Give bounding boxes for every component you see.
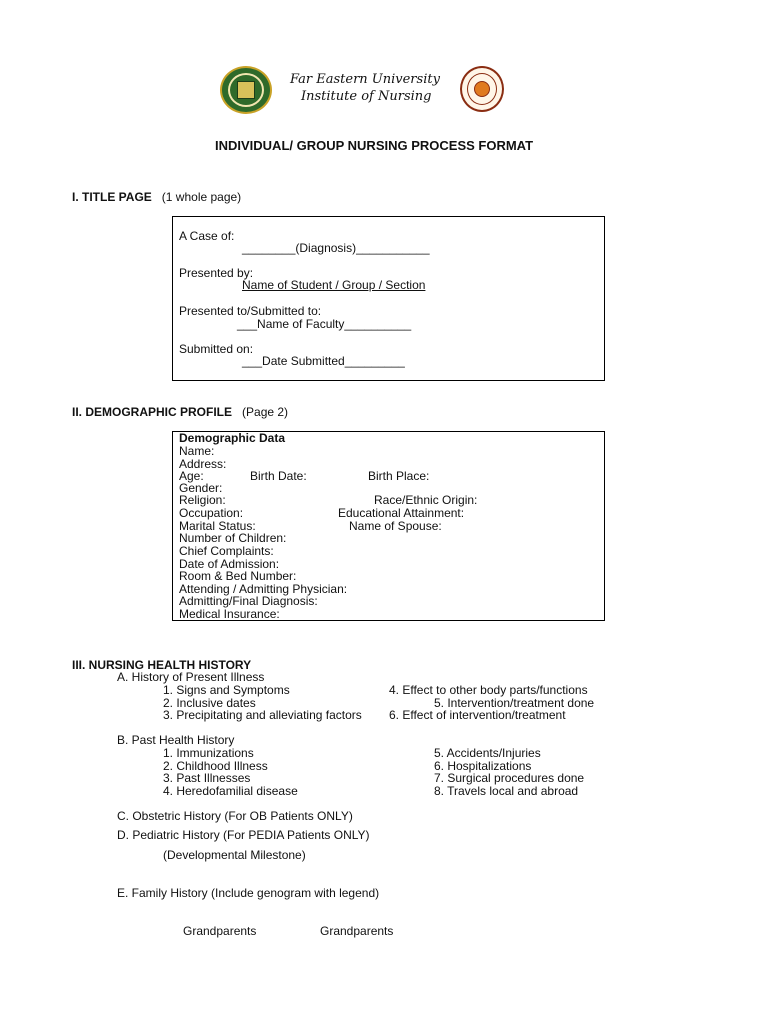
pediatric-history-title: D. Pediatric History (For PEDIA Patients ONLY) [117, 828, 370, 842]
demographic-diagnosis: Admitting/Final Diagnosis: [179, 594, 318, 608]
diagnosis-placeholder: ________(Diagnosis)___________ [242, 241, 430, 255]
list-item: 6. Effect of intervention/treatment [389, 708, 566, 722]
demographic-name: Name: [179, 444, 215, 458]
section-title-page-label: I. TITLE PAGE [72, 190, 152, 204]
document-title: INDIVIDUAL/ GROUP NURSING PROCESS FORMAT [215, 138, 534, 153]
demographic-admission: Date of Admission: [179, 557, 280, 571]
list-item: 3. Past Illnesses [163, 771, 251, 785]
history-present-illness-title: A. History of Present Illness [117, 670, 265, 684]
family-history-title: E. Family History (Include genogram with legend) [117, 886, 380, 900]
list-item: 5. Accidents/Injuries [434, 746, 541, 760]
nursing-seal-logo [460, 66, 504, 112]
university-name: Far Eastern University [290, 72, 440, 87]
demographic-marital: Marital Status: [179, 519, 256, 533]
presented-by-label: Presented by: [179, 266, 254, 280]
faculty-placeholder: ___Name of Faculty__________ [237, 317, 412, 331]
genogram-grandparents-right: Grandparents [320, 924, 394, 938]
section-title-page [72, 190, 241, 204]
obstetric-history-title: C. Obstetric History (For OB Patients ONLY) [117, 809, 353, 823]
section-demographic-label: II. DEMOGRAPHIC PROFILE [72, 405, 233, 419]
demographic-religion: Religion: [179, 493, 226, 507]
date-placeholder: ___Date Submitted_________ [242, 354, 405, 368]
genogram-grandparents-left: Grandparents [183, 924, 257, 938]
demographic-insurance: Medical Insurance: [179, 607, 280, 621]
student-placeholder: Name of Student / Group / Section [242, 278, 426, 292]
section-title-page-note: (1 whole page) [161, 190, 242, 204]
case-of-label: A Case of: [179, 229, 235, 243]
list-item: 4. Effect to other body parts/functions [389, 683, 588, 697]
demographic-age: Age: [179, 469, 204, 483]
institute-name: Institute of Nursing [301, 89, 432, 104]
demographic-physician: Attending / Admitting Physician: [179, 582, 348, 596]
demographic-address: Address: [179, 457, 227, 471]
section-demographic [72, 405, 288, 419]
demographic-spouse: Name of Spouse: [349, 519, 442, 533]
demographic-children: Number of Children: [179, 531, 287, 545]
pediatric-history-note: (Developmental Milestone) [163, 848, 306, 862]
section-health-history: III. NURSING HEALTH HISTORY [72, 658, 252, 672]
list-item: 7. Surgical procedures done [434, 771, 585, 785]
demographic-gender: Gender: [179, 481, 223, 495]
list-item: 1. Immunizations [163, 746, 254, 760]
list-item: 5. Intervention/treatment done [434, 696, 595, 710]
section-demographic-note: (Page 2) [242, 405, 289, 419]
demographic-education: Educational Attainment: [338, 506, 465, 520]
demographic-box-title: Demographic Data [179, 431, 286, 445]
list-item: 3. Precipitating and alleviating factors [163, 708, 362, 722]
demographic-room: Room & Bed Number: [179, 569, 297, 583]
list-item: 4. Heredofamilial disease [163, 784, 298, 798]
list-item: 6. Hospitalizations [434, 759, 532, 773]
list-item: 2. Childhood Illness [163, 759, 268, 773]
demographic-complaints: Chief Complaints: [179, 544, 274, 558]
feu-seal-logo [220, 66, 272, 114]
presented-to-label: Presented to/Submitted to: [179, 304, 322, 318]
past-health-history-title: B. Past Health History [117, 733, 235, 747]
list-item: 2. Inclusive dates [163, 696, 256, 710]
demographic-race: Race/Ethnic Origin: [374, 493, 478, 507]
demographic-occupation: Occupation: [179, 506, 244, 520]
demographic-birth-date: Birth Date: [250, 469, 307, 483]
demographic-birth-place: Birth Place: [368, 469, 430, 483]
submitted-on-label: Submitted on: [179, 342, 254, 356]
list-item: 8. Travels local and abroad [434, 784, 579, 798]
list-item: 1. Signs and Symptoms [163, 683, 290, 697]
